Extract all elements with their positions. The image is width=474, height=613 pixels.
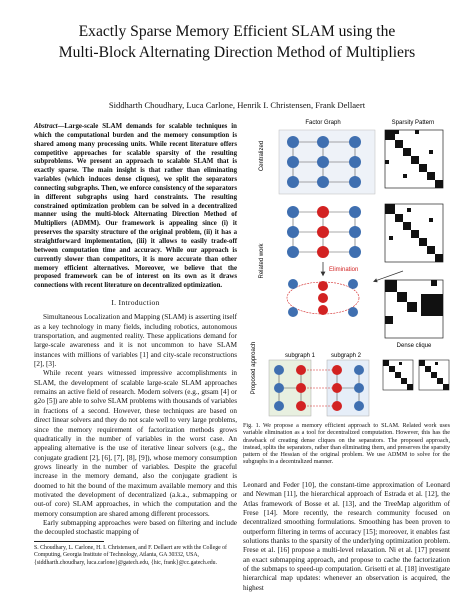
subgraph1-label: subgraph 1 [285, 353, 316, 359]
authors: Siddharth Choudhary, Luca Carlone, Henrik I. Christensen, Frank Dellaert [108, 100, 366, 110]
left-column [34, 123, 237, 538]
sparsity-pattern-label: Sparsity Pattern [391, 120, 435, 126]
paper-title-line1: Exactly Sparse Memory Efficient SLAM using the [78, 23, 396, 40]
footnote-rule [34, 541, 104, 542]
sparsity-pattern-centralized [385, 130, 443, 188]
abstract-label: Abstract [34, 123, 58, 130]
dense-clique-label: Dense clique [396, 343, 432, 349]
figure-1 [243, 116, 450, 421]
intro-paragraph-3: Early submapping approaches were based on filtering and include the decoupled stochastic mapping of [34, 518, 237, 537]
centralized-graph [279, 130, 375, 194]
intro-paragraph-2: While recent years witnessed impressive accomplishments in SLAM, the development of scalable large-scale SLAM approaches remains an active field of research. Modern solvers (e.g., gtsam [4] or g2o [5]) are able to solve SLAM problems with thousands of variables in fractions of a second. However, these techniques are based on direct linear solvers and they do not scale well to very large problems, since the memory requirement of factorization methods grows quadratically in the number of variables in the worst case. An appealing alternative is the use of iterative linear solvers (e.g., the conjugate gradient [2], [6], [7], [8], [9]), whose memory consumption grows linearly in the number of variables. Despite the graceful increase in the memory demand, also the conjugate gradient is doomed to hit the bound of the maximum available memory and this motivated the development of decentralized (a.k.a., submapping or out-of core) SLAM approaches, in which the computation and the memory consumption are shared among different processors. [34, 369, 238, 518]
sparsity-pattern-related [375, 204, 443, 349]
related-work-label: Related work [259, 243, 265, 279]
section-heading: I. Introduction [111, 298, 160, 308]
factor-graph-label: Factor Graph [305, 120, 341, 126]
elimination-label: Elimination [329, 267, 359, 273]
paper-title-line2: Multi-Block Alternating Direction Method of Multipliers [58, 44, 416, 61]
figure-caption: Fig. 1. We propose a memory efficient approach to SLAM. Related work uses variable elimination as a tool for decentralized computation. However, this has the drawback of creating dense cliques on the separators. The proposed approach, instead, splits the separators, rather than eliminating them, and preserves the sparsity pattern of the Hessian of the original problem. We use ADMM to solve for the subgraphs in a decentralized manner. [243, 423, 450, 466]
centralized-label: Centralized [259, 140, 265, 172]
proposed-approach-label: Proposed approach [251, 341, 257, 395]
abstract [34, 123, 237, 291]
intro-paragraph-1: Simultaneous Localization and Mapping (SLAM) is asserting itself as a key technology in many fields, including robotics, autonomous transportation, and augmented reality. These applications demand for large-scale awareness and it is not uncommon to have SLAM instances with millions of variables [1] and city-scale reconstructions [2], [3]. [34, 313, 237, 369]
sparsity-pattern-subgraphs [383, 360, 449, 390]
related-work-graph [287, 206, 361, 317]
footnote: S. Choudhary, L. Carlone, H. I. Christensen, and F. Dellaert are with the College of Computing, Georgia Institute of Technology, Atlanta, GA 30332, USA, {siddharth.choudhary, luca.carlone}@gatech.edu, {hic, frank}@cc.gatech.edu. [34, 545, 227, 566]
right-column-text: Leonard and Feder [10], the constant-time approximation of Leonard and Newman [11], the hierarchical approach of Estrada et al. [12], the Atlas framework of Bosse et al. [13], and the TreeMap algorithm of Frese [14]. More recently, the research community focused on decentralized smoothing formulations. Smoothing has been proven to outperform filtering in terms of accuracy [15]; moreover, it enables fast solutions thanks to the sparsity of the underlying optimization problem. Frese et al. [16] propose a multi-level relaxation. Ni et al. [17] present an exact submapping approach, and propose to cache the factorization of the submaps to speed-up computation. Grisetti et al. [18] investigate hierarchical map updates: whenever an observation is acquired, the highest [243, 481, 450, 592]
proposed-approach-graph [269, 353, 369, 416]
figure-svg [243, 116, 450, 421]
subgraph2-label: subgraph 2 [331, 353, 362, 359]
abstract-text: —Large-scale SLAM demands for scalable techniques in which the computational burden and the memory consumption is shared among many processing units. While recent literature offers competitive approaches for scalable sparsity of the resulting subproblems. We present an approach to scalable SLAM that is exactly sparse. The main insight is that rather than eliminating variables (which induces dense cliques), we split the separators connecting subgraphs. Then, we enforce consistency of the separators in different subgraphs using hard constraints. The resulting constrained optimization problem can be solved in a decentralized manner using the multi-block Alternating Direction Method of Multipliers (ADMM). Our framework is appealing since (i) it preserves the sparsity structure of the original problem, (ii) it has a straightforward implementation, (iii) it allows to easily trade-off between computation time and accuracy. While our approach is currently slower than competitors, it is more accurate than other memory efficient alternatives. Moreover, we believe that the proposed framework can be of interest on its own as it draws connections with recent literature on decentralized optimization. [34, 123, 237, 290]
